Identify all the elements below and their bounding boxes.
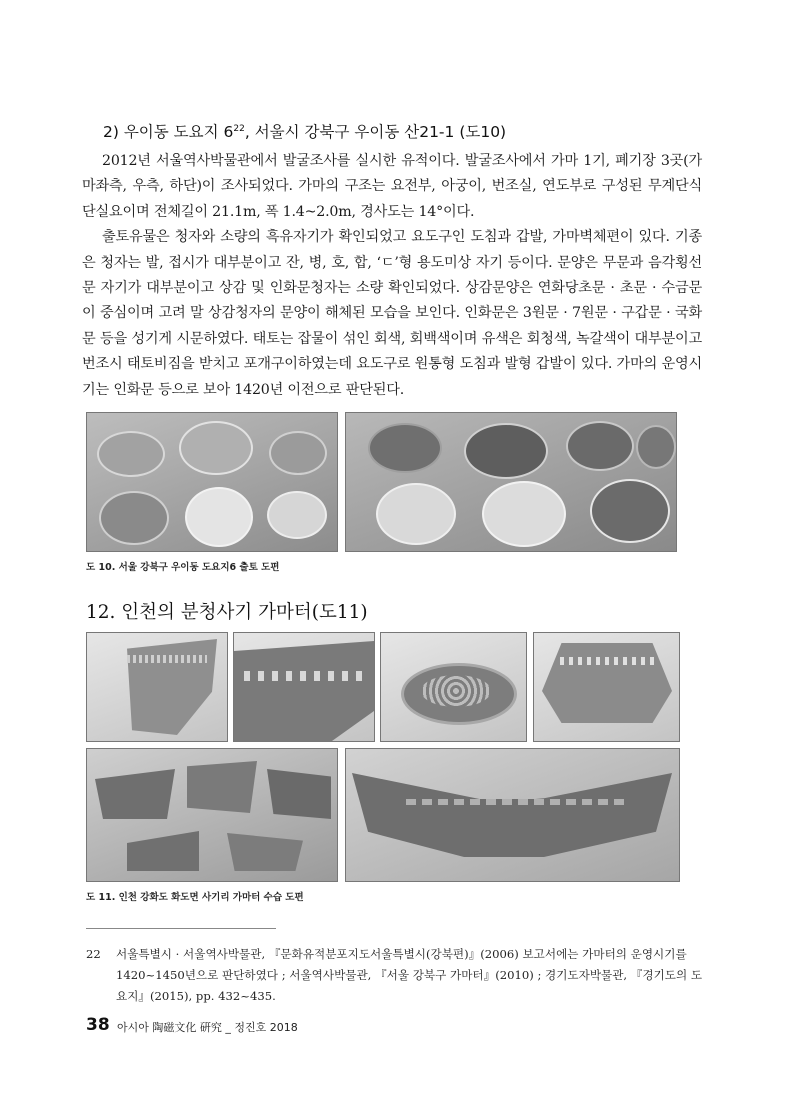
page-number: 38 xyxy=(86,1015,110,1035)
body-text xyxy=(82,149,702,403)
figure11-photo-6 xyxy=(345,748,680,882)
footnote-number: 22 xyxy=(86,947,101,961)
paragraph-2: 출토유물은 청자와 소량의 흑유자기가 확인되었고 요도구인 도침과 갑발, 가마벽체편이 있다. 기종은 청자는 발, 접시가 대부분이고 잔, 병, 호, 합, ‘ㄷ’형 용도미상 자기 등이다. 문양은 무문과 음각횡선문 자기가 대부분이고 상감 및 인화문청자는 소량 확인되었다. 상감문양은 연화당초문 · 초문 · 수금문이 중심이며 고려 말 상감청자의 문양이 해체된 모습을 보인다. 인화문은 3원문 · 7원문 · 구갑문 · 국화문 등을 성기게 시문하였다. 태토는 잡물이 섞인 회색, 회백색이며 유색은 회청색, 녹갈색이 대부분이고 번조시 태토비짐을 받치고 포개구이하였는데 요도구로 원통형 도침과 발형 갑발이 있다. 가마의 운영시기는 인화문 등으로 보아 1420년 이전으로 판단된다. xyxy=(82,229,702,398)
figure10-caption: 도 10. 서울 강북구 우이동 도요지6 출토 도편 xyxy=(86,562,280,573)
figure10-photo-left xyxy=(86,412,338,552)
section-heading xyxy=(103,120,703,142)
figure11-photo-2 xyxy=(233,632,375,742)
section-heading-rest: , 서울시 강북구 우이동 산21-1 (도10) xyxy=(244,123,507,141)
footnote xyxy=(86,944,706,1007)
figure11-photo-4 xyxy=(533,632,680,742)
footnote-divider xyxy=(86,928,276,929)
running-title: 아시아 陶磁文化 硏究 _ 정진호 2018 xyxy=(117,1021,298,1034)
figure11-photo-5 xyxy=(86,748,338,882)
paragraph-1: 2012년 서울역사박물관에서 발굴조사를 실시한 유적이다. 발굴조사에서 가마 1기, 폐기장 3곳(가마좌측, 우측, 하단)이 조사되었다. 가마의 구조는 요전부, 아궁이, 번조실, 연도부로 구성된 무계단식 단실요이며 전체길이 21.1m, 폭 1.4~2.0m, 경사도는 14°이다. xyxy=(82,153,702,220)
figure11-photo-1 xyxy=(86,632,228,742)
footnote-ref[interactable]: 22 xyxy=(233,123,245,134)
section-heading-main: 2) 우이동 도요지 6 xyxy=(103,123,234,141)
footnote-text: 서울특별시 · 서울역사박물관, 『문화유적분포지도서울특별시(강북편)』(2006) 보고서에는 가마터의 운영시기를 1420~1450년으로 판단하였다 ; 서울역사박물관, 『서울 강북구 가마터』(2010) ; 경기도자박물관, 『경기도의 도요지』(2015), pp. 432~435. xyxy=(116,947,703,1003)
figure10-photo-right xyxy=(345,412,677,552)
figure11-caption: 도 11. 인천 강화도 화도면 사기리 가마터 수습 도편 xyxy=(86,892,304,903)
figure11-photo-3 xyxy=(380,632,527,742)
subsection-heading: 12. 인천의 분청사기 가마터(도11) xyxy=(86,602,368,623)
